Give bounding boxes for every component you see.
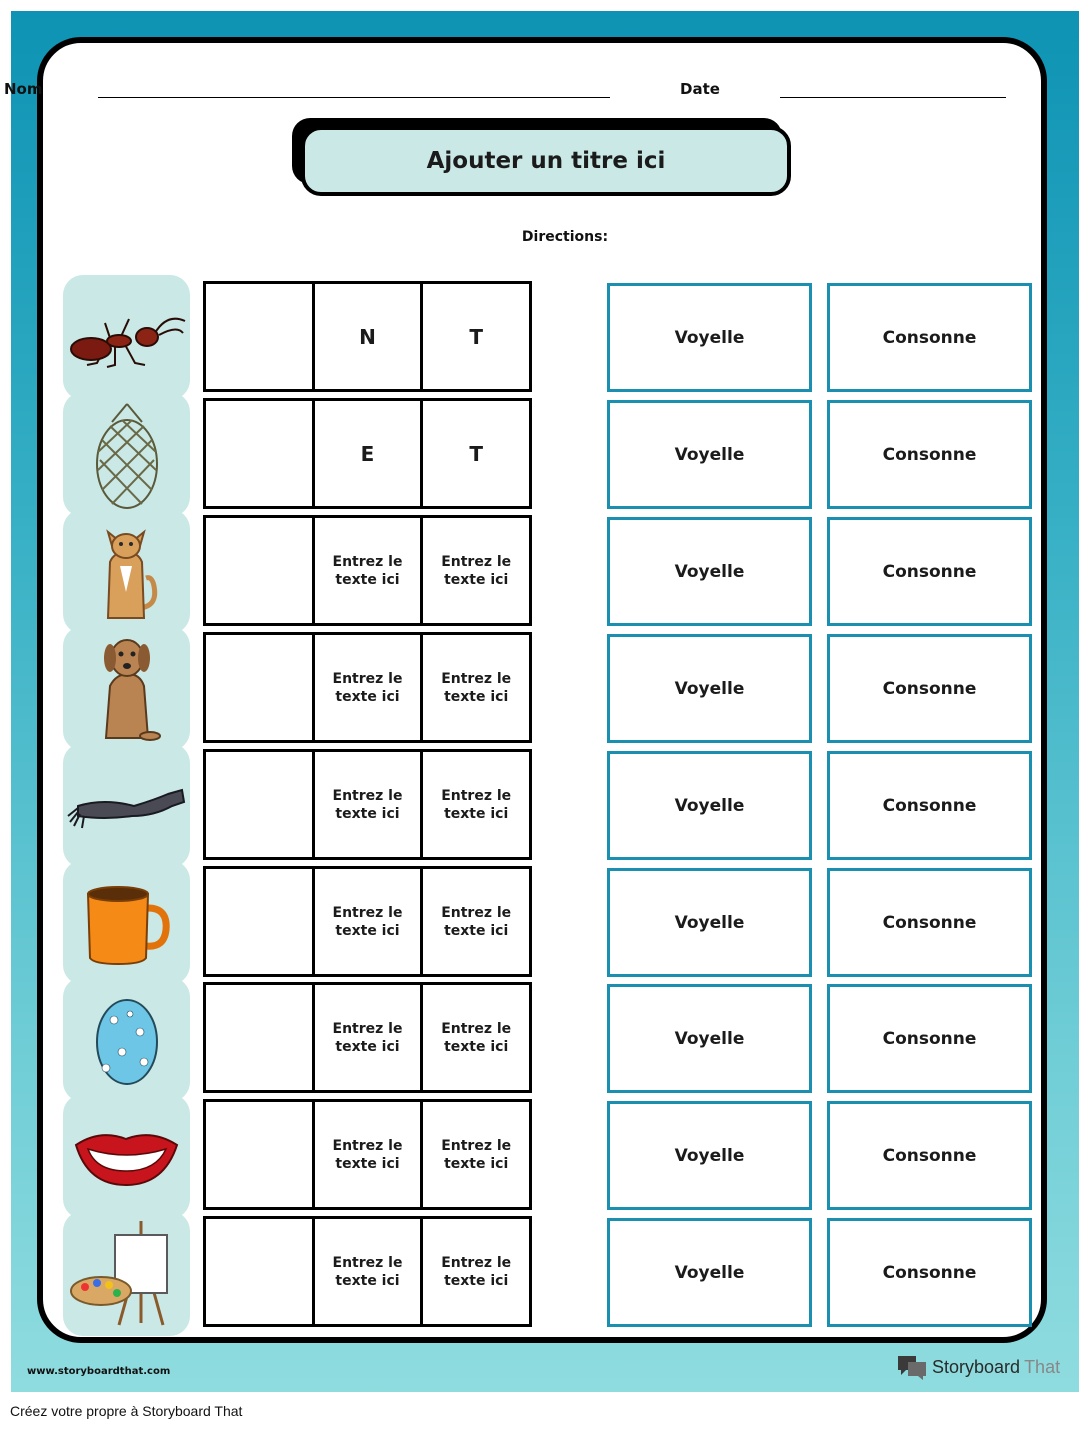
egg-picture — [63, 977, 190, 1102]
grid-cell-first[interactable] — [206, 518, 312, 623]
grid-cell-middle[interactable]: Entrez le texte ici — [312, 869, 421, 974]
grid-cell-first[interactable] — [206, 401, 312, 506]
grid-cell-last[interactable]: Entrez le texte ici — [420, 518, 529, 623]
grid-cell-last[interactable]: Entrez le texte ici — [420, 985, 529, 1090]
letter-grid-6 — [203, 866, 532, 977]
vowel-box[interactable]: Voyelle — [607, 400, 812, 509]
grid-cell-middle[interactable]: Entrez le texte ici — [312, 1102, 421, 1207]
grid-cell-first[interactable] — [206, 752, 312, 857]
consonant-box[interactable]: Consonne — [827, 984, 1032, 1093]
grid-cell-last[interactable]: T — [420, 284, 529, 389]
lips-icon — [74, 1127, 179, 1187]
directions-label: Directions: — [521, 229, 609, 245]
egg-icon — [92, 992, 162, 1088]
mug-picture — [63, 860, 190, 985]
easel-picture — [63, 1211, 190, 1336]
letter-grid-8 — [203, 1099, 532, 1210]
consonant-box[interactable]: Consonne — [827, 1101, 1032, 1210]
consonant-box[interactable]: Consonne — [827, 868, 1032, 977]
vowel-box[interactable]: Voyelle — [607, 868, 812, 977]
grid-cell-last[interactable]: Entrez le texte ici — [420, 752, 529, 857]
grid-cell-last[interactable]: Entrez le texte ici — [420, 1219, 529, 1324]
grid-cell-last[interactable]: T — [420, 401, 529, 506]
arm-picture — [63, 743, 190, 868]
grid-cell-middle[interactable]: E — [312, 401, 421, 506]
grid-cell-first[interactable] — [206, 1219, 312, 1324]
worksheet-title[interactable]: Ajouter un titre ici — [301, 126, 791, 196]
letter-grid-3 — [203, 515, 532, 626]
grid-cell-middle[interactable]: Entrez le texte ici — [312, 985, 421, 1090]
consonant-box[interactable]: Consonne — [827, 400, 1032, 509]
consonant-box[interactable]: Consonne — [827, 634, 1032, 743]
grid-cell-middle[interactable]: N — [312, 284, 421, 389]
picture-column — [63, 275, 190, 1335]
consonant-box[interactable]: Consonne — [827, 283, 1032, 392]
letter-grid-2 — [203, 398, 532, 509]
vowel-box[interactable]: Voyelle — [607, 1101, 812, 1210]
vowel-box[interactable]: Voyelle — [607, 283, 812, 392]
vowel-box[interactable]: Voyelle — [607, 984, 812, 1093]
grid-cell-first[interactable] — [206, 635, 312, 740]
easel-icon — [69, 1219, 184, 1329]
arm-icon — [64, 776, 189, 836]
letter-grid-4 — [203, 632, 532, 743]
grid-cell-middle[interactable]: Entrez le texte ici — [312, 752, 421, 857]
letter-grid-1 — [203, 281, 532, 392]
dog-icon — [92, 634, 162, 744]
grid-cell-first[interactable] — [206, 869, 312, 974]
storyboardthat-logo[interactable] — [896, 1354, 1060, 1380]
vowel-box[interactable]: Voyelle — [607, 517, 812, 626]
net-picture — [63, 392, 190, 517]
grid-cell-first[interactable] — [206, 284, 312, 389]
create-your-own-link[interactable]: Créez votre propre à Storyboard That — [10, 1403, 243, 1419]
lips-picture — [63, 1094, 190, 1219]
vowel-box[interactable]: Voyelle — [607, 1218, 812, 1327]
vowel-box[interactable]: Voyelle — [607, 634, 812, 743]
ant-picture — [63, 275, 190, 400]
footer-url[interactable]: www.storyboardthat.com — [27, 1366, 171, 1377]
grid-cell-last[interactable]: Entrez le texte ici — [420, 869, 529, 974]
brand-name-that: That — [1024, 1356, 1061, 1377]
ant-icon — [67, 303, 187, 373]
name-line[interactable] — [98, 97, 610, 98]
brand-name-storyboard: Storyboard — [932, 1356, 1021, 1377]
consonant-box[interactable]: Consonne — [827, 1218, 1032, 1327]
dog-picture — [63, 626, 190, 751]
consonant-box[interactable]: Consonne — [827, 751, 1032, 860]
net-icon — [92, 400, 162, 510]
cat-picture — [63, 509, 190, 634]
grid-cell-middle[interactable]: Entrez le texte ici — [312, 635, 421, 740]
grid-cell-middle[interactable]: Entrez le texte ici — [312, 1219, 421, 1324]
consonant-box[interactable]: Consonne — [827, 517, 1032, 626]
letter-grid-5 — [203, 749, 532, 860]
mug-icon — [82, 878, 172, 968]
letter-grid-9 — [203, 1216, 532, 1327]
grid-cell-first[interactable] — [206, 985, 312, 1090]
date-label: Date — [680, 80, 720, 98]
speech-bubbles-icon — [896, 1354, 928, 1380]
cat-icon — [92, 522, 162, 622]
grid-cell-first[interactable] — [206, 1102, 312, 1207]
grid-cell-middle[interactable]: Entrez le texte ici — [312, 518, 421, 623]
date-line[interactable] — [780, 97, 1006, 98]
letter-grid-7 — [203, 982, 532, 1093]
vowel-box[interactable]: Voyelle — [607, 751, 812, 860]
name-label: Nom — [4, 80, 43, 98]
grid-cell-last[interactable]: Entrez le texte ici — [420, 635, 529, 740]
grid-cell-last[interactable]: Entrez le texte ici — [420, 1102, 529, 1207]
